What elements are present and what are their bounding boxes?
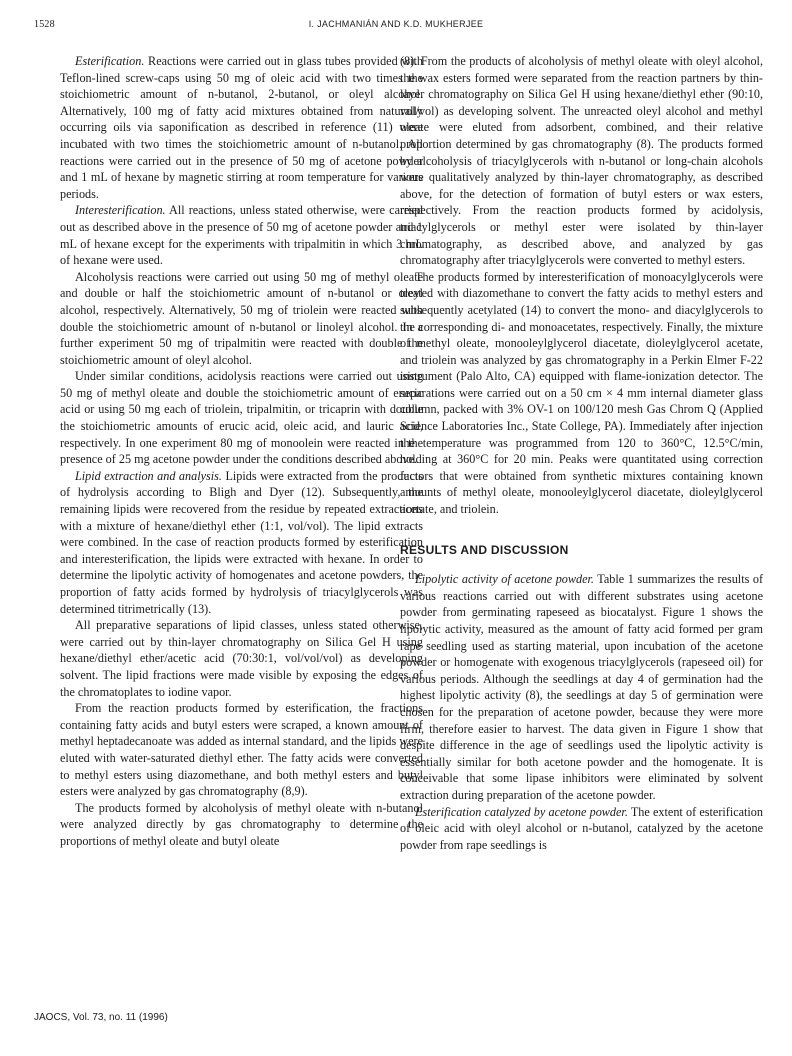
paragraph bbox=[60, 700, 423, 800]
paragraph-text: Table 1 summarizes the results of various reactions carried out with different substrates using acetone powder from germinating rapeseed as biocatalyst. Figure 1 shows the lipolytic activity, measured as the amount of fatty acid formed per gram rape seedling used as starting material, upon incubation of the acetone powder or homogenate with exogenous triacylglycerols (rapeseed oil) for various periods. Although the seedlings at day 4 of germination had the highest lipolytic activity (8), the seedlings at day 5 of germination were chosen for the preparation of acetone powder, because they were more firm, therefore easier to harvest. The data given in Figure 1 show that despite difference in the age of seedlings used the lipolytic activity is essentially similar for both acetone powder and the homogenate. It is conceivable that some lipase inhibitors were eliminated by solvent extraction during preparation of the acetone powder. bbox=[400, 572, 764, 802]
paragraph-text: The products formed by interesterification of monoacylglycerols were treated with diazomethane to convert the fatty acids to methyl esters and subsequently acetylated (14) to convert the mono- and diacylglycerols to the corresponding di- and monoacetates, respectively. Finally, the mixture of methyl oleate, monooleylglycerol diacetate, dioleylglycerol acetate, and triolein was analyzed by gas chromatography in a Perkin Elmer F-22 instrument (Palo Alto, CA) equipped with flame-ionization detector. The separations were carried out on a 50 cm × 4 mm internal diameter glass column, packed with 3% OV-1 on 100/120 mesh Gas Chrom Q (Applied Science Laboratories Inc., State College, PA). Immediately after injection the temperature was programmed from 120 to 360°C, 12.5°C/min, holding at 360°C for 20 min. Peaks were quantitated using correction factors that were obtained from synthetic mixtures containing known amounts of methyl oleate, monooleylglycerol diacetate, dioleylglycerol acetate, and triolein. bbox=[400, 269, 763, 517]
paragraph bbox=[60, 202, 423, 268]
paragraph bbox=[60, 800, 423, 850]
running-head: I. JACHMANIÁN AND K.D. MUKHERJEE bbox=[308, 19, 484, 29]
paragraph-text: Lipids were extracted from the products of hydrolysis according to Bligh and Dyer (12). Subsequently, the remaining lipids were recovered from the residue by repeated extractions with a mixture of hexane/diethyl ether (1:1, vol/vol). The lipid extracts were combined. In the case of reaction products formed by esterification and interesterification, the lipids were extracted with hexane. In order to determine the lipolytic activity of homogenates and acetone powders, the proportion of fatty acids formed by hydrolysis of triacylglycerols was determined titrimetrically (13). bbox=[60, 468, 423, 616]
paragraph-text: All reactions, unless stated otherwise, were carried out as described above in the presence of 50 mg of acetone powder and 1 mL of hexane except for the experiments with tripalmitin in which 3 mL of hexane were used. bbox=[60, 203, 423, 268]
paragraph-text: Alcoholysis reactions were carried out using 50 mg of methyl oleate and double or half the stoichiometric amount of n-butanol or oleyl alcohol, respectively. Alternatively, 50 mg of triolein were reacted with double the stoichiometric amount of n-butanol or linoleyl alcohol. In a further experiment 50 mg of tripalmitin were reacted with double the stoichiometric amount of oleyl alcohol. bbox=[60, 269, 423, 367]
paragraph-text: From the reaction products formed by esterification, the fractions containing fatty acids and butyl esters were scraped, a known amount of methyl heptadecanoate was added as internal standard, and the lipids were eluted with water-saturated diethyl ether. The fatty acids were converted to methyl esters using diazomethane, and both methyl esters and butyl esters were analyzed by gas chromatography (8,9). bbox=[60, 701, 423, 799]
paragraph bbox=[60, 368, 423, 468]
page-number: 1528 bbox=[34, 19, 55, 30]
paragraph-text: Under similar conditions, acidolysis reactions were carried out using 50 mg of methyl oleate and double the stoichiometric amount of erucic acid or using 50 mg each of triolein, tripalmitin, or tricaprin with double the stoichiometric amounts of erucic acid, oleic acid, and lauric acid, respectively. In one experiment 80 mg of monoolein were reacted in the presence of 25 mg acetone powder under the conditions described above. bbox=[60, 369, 423, 467]
paragraph-text: The extent of esterification of oleic acid with oleyl alcohol or n-butanol, catalyzed by the acetone powder from rape seedlings is bbox=[400, 804, 763, 852]
run-in-heading: Esterification catalyzed by acetone powder. bbox=[415, 804, 628, 819]
run-in-heading: Lipolytic activity of acetone powder. bbox=[415, 572, 594, 587]
paragraph bbox=[400, 804, 763, 854]
paragraph bbox=[60, 468, 423, 617]
paragraph bbox=[60, 617, 423, 700]
paragraph-text: The products formed by alcoholysis of methyl oleate with n-butanol were analyzed directly by gas chromatography to determine the proportions of methyl oleate and butyl oleate bbox=[60, 800, 423, 848]
paragraph bbox=[60, 53, 423, 202]
paragraph bbox=[400, 571, 763, 803]
run-in-heading: Esterification. bbox=[75, 54, 145, 68]
right-column bbox=[400, 53, 763, 853]
paragraph-text: Reactions were carried out in glass tubes provided with Teflon-lined screw-caps using 50 mg of oleic acid with two times the stoichiometric amount of n-butanol, 2-butanol, or oleyl alcohol. Alternatively, 100 mg of fatty acid mixtures obtained from naturally occurring oils via saponification as described in reference (11) were incubated with two times the stoichiometric amount of n-butanol. All reactions were carried out in the presence of 50 mg of acetone powder and 1 mL of hexane by magnetic stirring at room temperature for various periods. bbox=[60, 54, 423, 201]
left-column bbox=[60, 53, 423, 850]
section-heading: RESULTS AND DISCUSSION bbox=[400, 542, 569, 557]
run-in-heading: Lipid extraction and analysis. bbox=[75, 468, 222, 483]
run-in-heading: Interesterification. bbox=[75, 203, 166, 218]
paragraph bbox=[400, 269, 763, 518]
paragraph-text: (8). From the products of alcoholysis of methyl oleate with oleyl alcohol, the wax esters formed were separated from the reaction partners by thin-layer chromatography on Silica Gel H using hexane/diethyl ether (90:10, vol/vol) as developing solvent. The unreacted oleyl alcohol and methyl oleate were eluted from adsorbent, combined, and their relative proportion determined by gas chromatography (8). The products formed by alcoholysis of triacylglycerols with n-butanol or long-chain alcohols were qualitatively analyzed by thin-layer chromatography, as described above, for the detection of formation of butyl esters or wax esters, respectively. From the reaction products formed by acidolysis, triacylglycerols or methyl ester were isolated by thin-layer chromatography, as described above, and analyzed by gas chromatography after triacylglycerols were converted to methyl esters. bbox=[400, 54, 763, 268]
footer-citation: JAOCS, Vol. 73, no. 11 (1996) bbox=[34, 1012, 168, 1023]
paragraph-text: All preparative separations of lipid classes, unless stated otherwise, were carried out by thin-layer chromatography on Silica Gel H using hexane/diethyl ether/acetic acid (70:30:1, vol/vol/vol) as developing solvent. The lipid fractions were made visible by exposing the edges of the chromatoplates to iodine vapor. bbox=[60, 618, 423, 699]
paragraph bbox=[60, 269, 423, 369]
paragraph bbox=[400, 53, 763, 269]
